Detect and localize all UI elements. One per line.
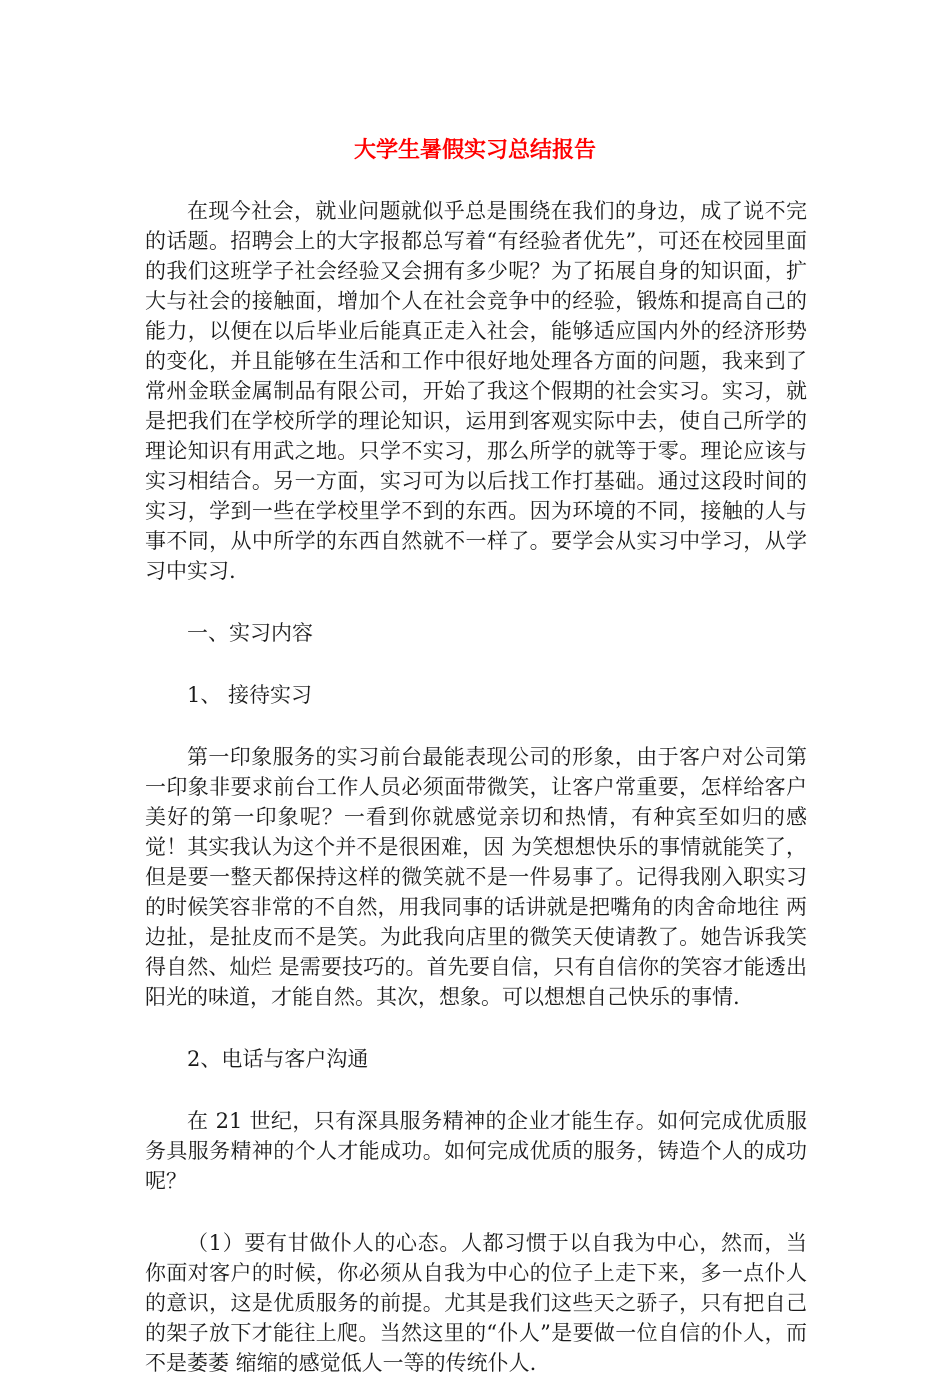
paragraph-intro: 在现今社会，就业问题就似乎总是围绕在我们的身边，成了说不完的话题。招聘会上的大字报都总写着“有经验者优先”，可还在校园里面的我们这班学子社会经验又会拥有多少呢？为了拓展自身的知识面，扩大与社会的接触面，增加个人在社会竞争中的经验，锻炼和提高自己的能力，以便在以后毕业后能真正走入社会，能够适应国内外的经济形势的变化，并且能够在生活和工作中很好地处理各方面的问题，我来到了常州金联金属制品有限公司，开始了我这个假期的社会实习。实习，就是把我们在学校所学的理论知识，运用到客观实际中去，使自己所学的理论知识有用武之地。只学不实习，那么所学的就等于零。理论应该与实习相结合。另一方面，实习可为以后找工作打基础。通过这段时间的实习，学到一些在学校里学不到的东西。因为环境的不同，接触的人与事不同，从中所学的东西自然就不一样了。要学会从实习中学习，从学习中实习.	[145, 199, 807, 583]
subsection-heading-phone: 2、电话与客户沟通	[187, 1047, 369, 1071]
paragraph-servant-mindset: （1）要有甘做仆人的心态。人都习惯于以自我为中心，然而，当你面对客户的时候，你必须从自我为中心的位子上走下来，多一点仆人的意识，这是优质服务的前提。尤其是我们这些天之骄子，只有把自己的架子放下才能往上爬。当然这里的“仆人”是要做一位自信的仆人，而不是萎萎 缩缩的感觉低人一等的传统仆人.	[145, 1231, 807, 1375]
document-body	[145, 196, 807, 1378]
paragraph-service: 在 21 世纪，只有深具服务精神的企业才能生存。如何完成优质服务具服务精神的个人才能成功。如何完成优质的服务，铸造个人的成功呢？	[145, 1109, 807, 1193]
page-title: 大学生暑假实习总结报告	[353, 138, 596, 163]
section-heading-internship-content: 一、实习内容	[187, 621, 313, 645]
paragraph-reception: 第一印象服务的实习前台最能表现公司的形象，由于客户对公司第一印象非要求前台工作人员必须面带微笑，让客户常重要，怎样给客户美好的第一印象呢？一看到你就感觉亲切和热情，有种宾至如归的感觉！其实我认为这个并不是很困难，因 为笑想想快乐的事情就能笑了，但是要一整天都保持这样的微笑就不是一件易事了。记得我刚入职实习的时候笑容非常的不自然，用我同事的话讲就是把嘴角的肉舍命地往 两边扯，是扯皮而不是笑。为此我向店里的微笑天使请教了。她告诉我笑得自然、灿烂 是需要技巧的。首先要自信，只有自信你的笑容才能透出阳光的味道，才能自然。其次，想象。可以想想自己快乐的事情.	[145, 745, 807, 1009]
subsection-heading-reception: 1、 接待实习	[187, 683, 313, 707]
